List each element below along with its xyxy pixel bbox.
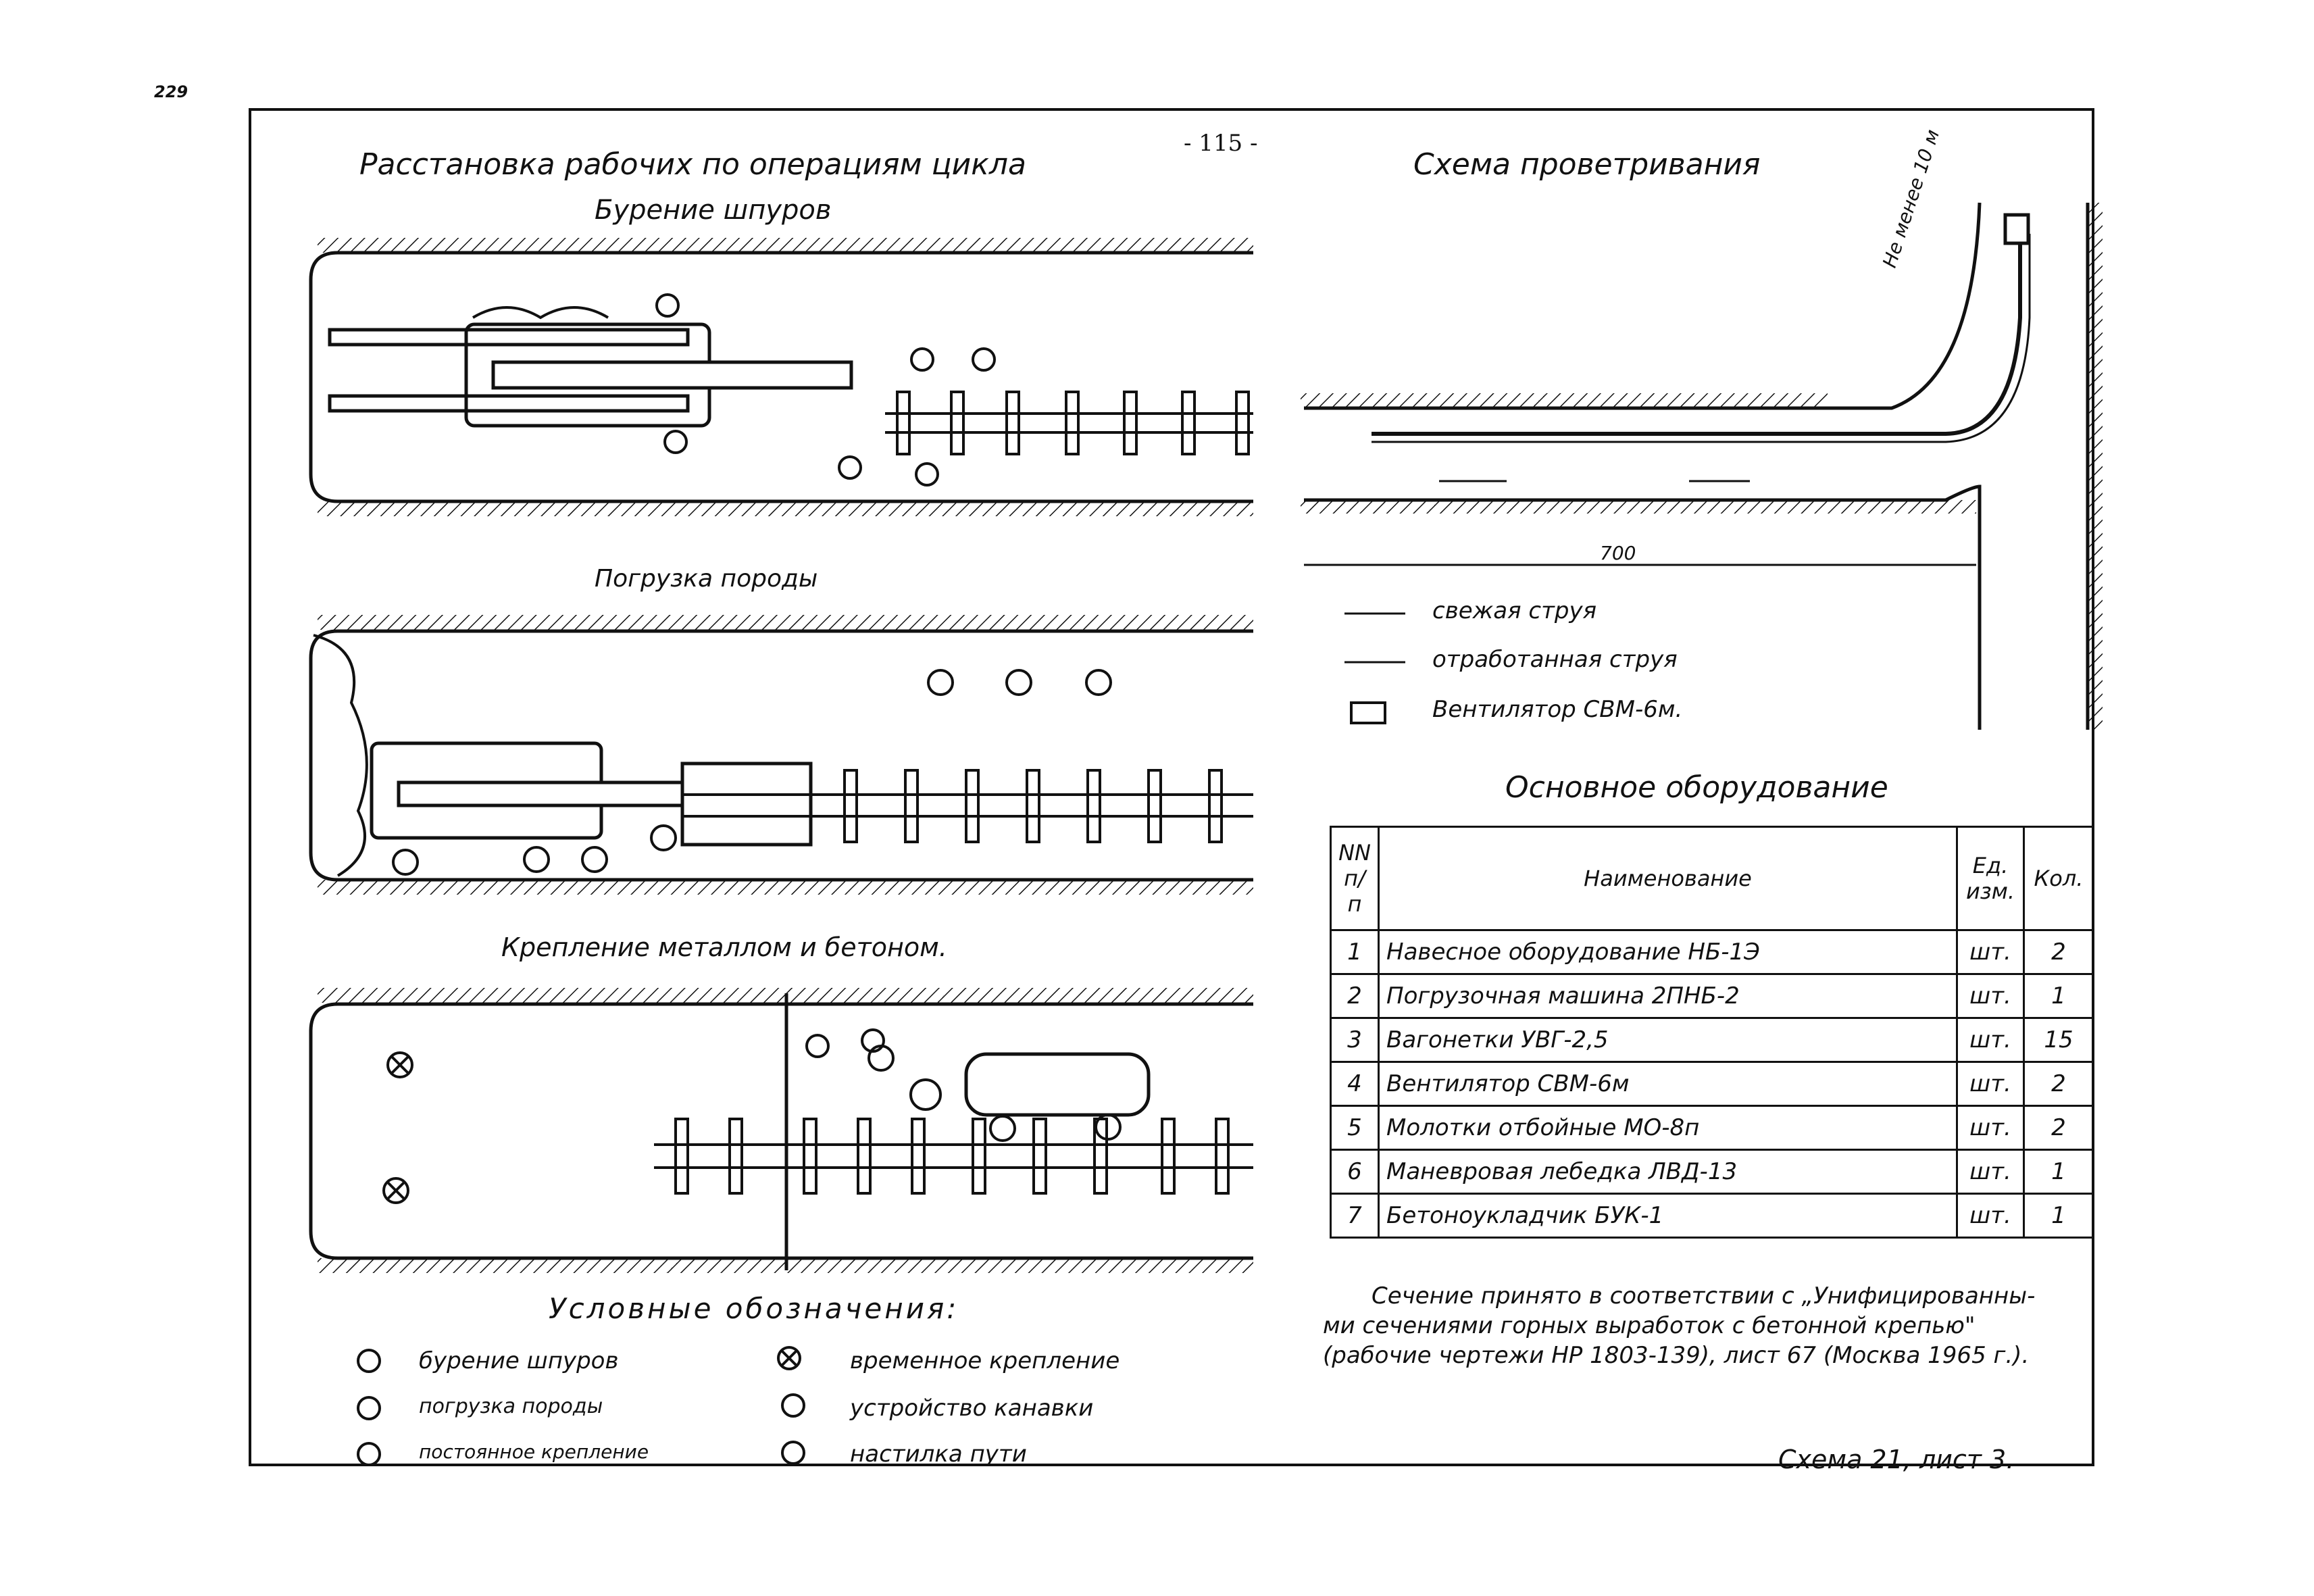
drilling-track [885, 392, 1253, 454]
legend-permanent-support: постоянное крепление [419, 1441, 649, 1463]
drilling-title: Бурение шпуров [595, 195, 832, 226]
row-num: 5 [1331, 1106, 1379, 1150]
note-line-1: Сечение принято в соответствии с „Унифицированны- [1372, 1282, 2036, 1310]
row-unit: шт. [1957, 974, 2024, 1018]
drilling-tunnel [311, 238, 1253, 516]
vent-legend-fan: Вентилятор СВМ-6м. [1432, 696, 1683, 723]
legend-ditch: устройство канавки [850, 1395, 1094, 1422]
row-qty: 1 [2024, 974, 2094, 1018]
legend-title: Условные обозначения: [549, 1292, 959, 1325]
header-num: NN п/п [1331, 827, 1379, 930]
row-name: Навесное оборудование НБ-1Э [1379, 930, 1957, 974]
row-unit: шт. [1957, 1150, 2024, 1194]
legend-temporary-support: временное крепление [850, 1347, 1120, 1374]
row-qty: 2 [2024, 1062, 2094, 1106]
row-num: 2 [1331, 974, 1379, 1018]
page-number: - 115 - [1184, 130, 1258, 157]
equipment-title: Основное оборудование [1505, 770, 1888, 805]
row-name: Вагонетки УВГ-2,5 [1379, 1018, 1957, 1062]
row-unit: шт. [1957, 1062, 2024, 1106]
row-qty: 2 [2024, 930, 2094, 974]
row-unit: шт. [1957, 1018, 2024, 1062]
row-num: 4 [1331, 1062, 1379, 1106]
support-track [654, 1119, 1253, 1193]
legend-track: настилка пути [850, 1441, 1027, 1468]
vent-legend-fresh: свежая струя [1432, 597, 1597, 624]
temporary-support-icon [384, 1053, 412, 1203]
support-title: Крепление металлом и бетоном. [501, 932, 947, 962]
row-num: 1 [1331, 930, 1379, 974]
row-num: 7 [1331, 1194, 1379, 1238]
min-distance-label: Не менее 10 м [1878, 126, 1944, 271]
note-line-3: (рабочие чертежи НР 1803-139), лист 67 (Москва 1965 г.). [1323, 1342, 2030, 1369]
worker-drilling-icon [657, 295, 995, 485]
row-name: Маневровая лебедка ЛВД-13 [1379, 1150, 1957, 1194]
row-unit: шт. [1957, 930, 2024, 974]
row-num: 6 [1331, 1150, 1379, 1194]
legend-icons [358, 1347, 804, 1465]
row-qty: 2 [2024, 1106, 2094, 1150]
vent-legend-exhaust: отработанная струя [1432, 646, 1678, 673]
note-line-2: ми сечениями горных выработок с бетонной крепью" [1323, 1312, 1976, 1339]
row-qty: 1 [2024, 1194, 2094, 1238]
support-tunnel [311, 988, 1253, 1273]
ventilation-legend-lines [1344, 614, 1405, 723]
row-name: Бетоноукладчик БУК-1 [1379, 1194, 1957, 1238]
header-name: Наименование [1379, 827, 1957, 930]
loading-tunnel [311, 615, 1253, 895]
ventilation-scheme [1301, 203, 2103, 730]
row-num: 3 [1331, 1018, 1379, 1062]
left-heading: Расстановка рабочих по операциям цикла [359, 147, 1026, 182]
row-qty: 15 [2024, 1018, 2094, 1062]
row-name: Молотки отбойные МО-8п [1379, 1106, 1957, 1150]
row-unit: шт. [1957, 1194, 2024, 1238]
header-unit: Ед. изм. [1957, 827, 2024, 930]
loading-title: Погрузка породы [595, 565, 818, 593]
row-qty: 1 [2024, 1150, 2094, 1194]
header-qty: Кол. [2024, 827, 2094, 930]
row-name: Вентилятор СВМ-6м [1379, 1062, 1957, 1106]
corner-number: 229 [154, 82, 188, 101]
row-name: Погрузочная машина 2ПНБ-2 [1379, 974, 1957, 1018]
row-unit: шт. [1957, 1106, 2024, 1150]
distance-label: 700 [1600, 542, 1636, 564]
legend-loading: погрузка породы [419, 1395, 603, 1418]
legend-drilling: бурение шпуров [419, 1347, 619, 1374]
scheme-label: Схема 21, лист 3. [1778, 1445, 2015, 1474]
ventilation-title: Схема проветривания [1413, 147, 1761, 182]
